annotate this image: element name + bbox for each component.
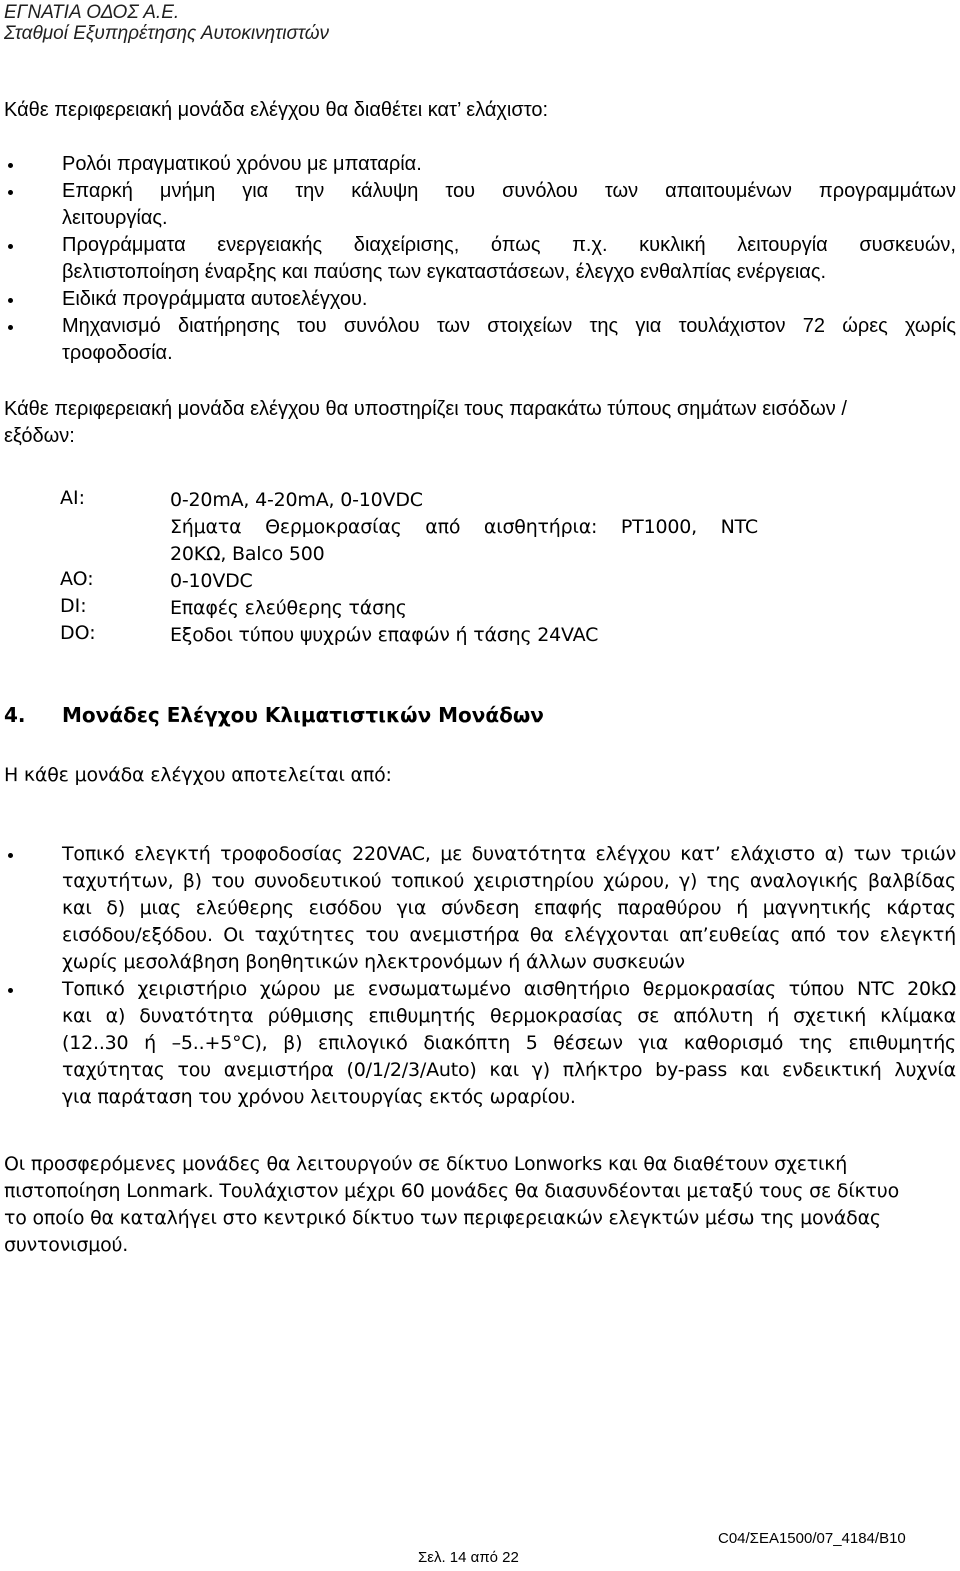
- consists-paragraph: Η κάθε μονάδα ελέγχου αποτελείται από:: [4, 764, 392, 786]
- bullet-icon: [8, 325, 13, 330]
- bullet-icon: [8, 244, 13, 249]
- signal-label-di: DI:: [60, 595, 87, 617]
- list-item-continuation: λειτουργίας.: [62, 207, 168, 229]
- list-item-continuation: βελτιστοποίηση έναρξης και παύσης των εγκαταστάσεων, έλεγχο ενθαλπίας ενέργειας.: [62, 261, 827, 283]
- list-item-continuation: τροφοδοσία.: [62, 342, 173, 364]
- list-item: Τοπικό χειριστήριο χώρου με ενσωματωμένο αισθητήριο θερμοκρασίας τύπου NTC 20kΩ: [62, 978, 956, 1000]
- list-item-continuation: και α) δυνατότητα ρύθμισης επιθυμητής θερμοκρασίας σε απόλυτη ή σχετική κλίμακα: [62, 1005, 956, 1027]
- closing-line: Οι προσφερόμενες μονάδες θα λειτουργούν σε δίκτυο Lonworks και θα διαθέτουν σχετική: [4, 1153, 848, 1175]
- document-subtitle: Σταθμοί Εξυπηρέτησης Αυτοκινητιστών: [4, 23, 330, 44]
- intro-paragraph-1: Κάθε περιφερειακή μονάδα ελέγχου θα διαθέτει κατ’ ελάχιστο:: [4, 99, 548, 121]
- signal-value-do: Εξοδοι τύπου ψυχρών επαφών ή τάσης 24VAC: [170, 624, 599, 646]
- closing-line: συντονισμού.: [4, 1234, 129, 1256]
- bullet-icon: [8, 163, 13, 168]
- list-item-continuation: για παράταση του χρόνου λειτουργίας εκτός ωραρίου.: [62, 1086, 576, 1108]
- signal-value-di: Επαφές ελεύθερης τάσης: [170, 597, 407, 619]
- bullet-icon: [8, 298, 13, 303]
- list-item-continuation: (12..30 ή –5..+5°C), β) επιλογικό διακόπτη 5 θέσεων για καθορισμό της επιθυμητής: [62, 1032, 956, 1054]
- section-number: 4.: [4, 703, 26, 727]
- list-item-continuation: εισόδου/εξόδου. Οι ταχύτητες του ανεμιστήρα θα ελέγχονται απ’ευθείας από τον ελεγκτή: [62, 924, 956, 946]
- signal-label-ai: AI:: [60, 487, 86, 509]
- bullet-icon: [8, 988, 13, 993]
- signal-value-ai: 0-20mA, 4-20mA, 0-10VDC: [170, 489, 423, 511]
- document-code: C04/ΣΕΑ1500/07_4184/B10: [718, 1530, 906, 1547]
- page-number: Σελ. 14 από 22: [418, 1549, 519, 1566]
- signal-value-ai-temperature-continuation: 20ΚΩ, Balco 500: [170, 543, 325, 565]
- signal-value-ao: 0-10VDC: [170, 570, 253, 592]
- list-item: Ειδικά προγράμματα αυτοελέγχου.: [62, 288, 368, 310]
- list-item-continuation: και δ) μιας ελεύθερης εισόδου για σύνδεση επαφής παραθύρου ή μαγνητικής κάρτας: [62, 897, 956, 919]
- signal-value-ai-temperature: Σήματα Θερμοκρασίας από αισθητήρια: PT1000, NTC: [170, 516, 758, 538]
- list-item-continuation: ταχυτήτων, β) του συνοδευτικού τοπικού χειριστηρίου χώρου, γ) της αναλογικής βαλβίδας: [62, 870, 956, 892]
- list-item: Προγράμματα ενεργειακής διαχείρισης, όπως π.χ. κυκλική λειτουργία συσκευών,: [62, 234, 956, 256]
- list-item: Τοπικό ελεγκτή τροφοδοσίας 220VAC, με δυνατότητα ελέγχου κατ’ ελάχιστο α) των τριών: [62, 843, 956, 865]
- bullet-icon: [8, 853, 13, 858]
- list-item: Ρολόι πραγματικού χρόνου με μπαταρία.: [62, 153, 422, 175]
- signal-label-ao: AO:: [60, 568, 94, 590]
- list-item: Μηχανισμό διατήρησης του συνόλου των στοιχείων της για τουλάχιστον 72 ώρες χωρίς: [62, 315, 956, 337]
- signal-label-do: DO:: [60, 622, 96, 644]
- bullet-icon: [8, 190, 13, 195]
- intro-paragraph-2: Κάθε περιφερειακή μονάδα ελέγχου θα υποστηρίζει τους παρακάτω τύπους σημάτων εισόδων /: [4, 398, 847, 420]
- list-item-continuation: ταχύτητας του ανεμιστήρα (0/1/2/3/Auto) και γ) πλήκτρο by-pass και ενδεικτική λυχνία: [62, 1059, 956, 1081]
- section-title: Μονάδες Ελέγχου Κλιματιστικών Μονάδων: [62, 703, 544, 727]
- closing-line: το οποίο θα καταλήγει στο κεντρικό δίκτυο των περιφερειακών ελεγκτών μέσω της μονάδας: [4, 1207, 881, 1229]
- list-item: Επαρκή μνήμη για την κάλυψη του συνόλου των απαιτουμένων προγραμμάτων: [62, 180, 956, 202]
- closing-line: πιστοποίηση Lonmark. Τουλάχιστον μέχρι 60 μονάδες θα διασυνδέονται μεταξύ τους σε δίκτυο: [4, 1180, 900, 1202]
- company-name: ΕΓΝΑΤΙΑ ΟΔΟΣ Α.Ε.: [4, 2, 180, 23]
- list-item-continuation: χωρίς μεσολάβηση βοηθητικών ηλεκτρονόμων ή άλλων συσκευών: [62, 951, 685, 973]
- intro-paragraph-2-continuation: εξόδων:: [4, 425, 75, 447]
